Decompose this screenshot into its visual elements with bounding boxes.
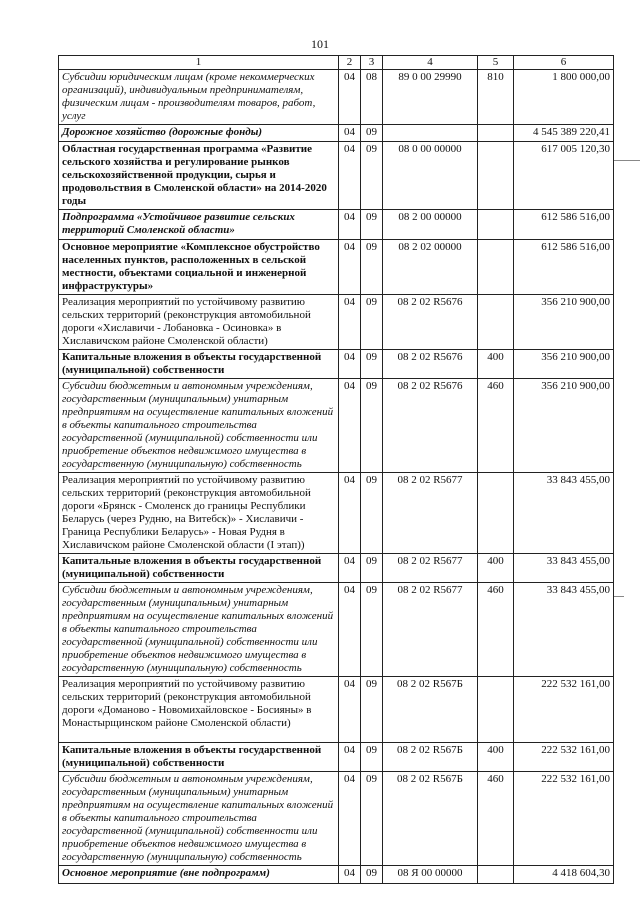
table-row [59,295,614,350]
row-expense-type-cell: 400 [478,743,514,772]
row-amount-cell: 356 210 900,00 [514,379,614,473]
row-section-cell: 04 [339,866,361,884]
row-amount-cell: 222 532 161,00 [514,677,614,743]
row-name-cell: Дорожное хозяйство (дорожные фонды) [59,125,339,142]
row-target-code-cell [383,125,478,142]
row-name-cell: Субсидии юридическим лицам (кроме некоммерческих организаций), индивидуальным предпринимателям, физическим лицам - производителям товаров, работ, услуг [59,70,339,125]
row-target-code-cell: 08 2 02 R5677 [383,473,478,554]
row-amount-cell: 33 843 455,00 [514,583,614,677]
header-cell: 5 [478,56,514,70]
row-amount-cell: 612 586 516,00 [514,210,614,240]
table-row [59,70,614,125]
row-section-cell: 04 [339,677,361,743]
table-header-row [59,56,614,70]
row-section-cell: 04 [339,70,361,125]
row-section-cell: 04 [339,743,361,772]
table-row [59,350,614,379]
row-target-code-cell: 08 2 02 R567Б [383,743,478,772]
row-target-code-cell: 08 2 02 R567Б [383,677,478,743]
row-subsection-cell: 09 [361,142,383,210]
row-amount-cell: 1 800 000,00 [514,70,614,125]
row-name-cell: Подпрограмма «Устойчивое развитие сельских территорий Смоленской области» [59,210,339,240]
row-amount-cell: 4 545 389 220,41 [514,125,614,142]
row-expense-type-cell: 400 [478,554,514,583]
row-expense-type-cell: 460 [478,379,514,473]
row-subsection-cell: 09 [361,743,383,772]
header-cell: 6 [514,56,614,70]
row-name-cell: Реализация мероприятий по устойчивому развитию сельских территорий (реконструкция автомобильной дороги «Доманово - Новомихайловское - Босияны» в Монастырщинском районе Смоленской области) [59,677,339,743]
row-amount-cell: 33 843 455,00 [514,473,614,554]
row-section-cell: 04 [339,379,361,473]
row-expense-type-cell [478,866,514,884]
row-section-cell: 04 [339,210,361,240]
row-subsection-cell: 09 [361,583,383,677]
row-subsection-cell: 09 [361,125,383,142]
row-expense-type-cell [478,677,514,743]
row-name-cell: Капитальные вложения в объекты государственной (муниципальной) собственности [59,554,339,583]
row-name-cell: Основное мероприятие (вне подпрограмм) [59,866,339,884]
table-row [59,379,614,473]
row-name-cell: Субсидии бюджетным и автономным учреждениям, государственным (муниципальным) унитарным предприятиям на осуществление капитальных вложений в объекты капитального строительства государственной (муниципальной) собственности или приобретение объектов недвижимого имущества в государственную (муниципальную) собственность [59,379,339,473]
table-row [59,677,614,743]
page-number: 101 [311,37,329,51]
row-expense-type-cell: 460 [478,583,514,677]
row-expense-type-cell [478,295,514,350]
row-target-code-cell: 08 2 02 R5677 [383,583,478,677]
row-target-code-cell: 08 2 02 R5676 [383,295,478,350]
scan-mark [614,160,640,161]
row-name-cell: Субсидии бюджетным и автономным учреждениям, государственным (муниципальным) унитарным предприятиям на осуществление капитальных вложений в объекты капитального строительства государственной (муниципальной) собственности или приобретение объектов недвижимого имущества в государственную (муниципальную) собственность [59,583,339,677]
row-section-cell: 04 [339,772,361,866]
table-row [59,142,614,210]
table-row [59,554,614,583]
row-target-code-cell: 08 2 02 00000 [383,240,478,295]
row-expense-type-cell [478,142,514,210]
row-target-code-cell: 08 2 02 R5677 [383,554,478,583]
row-target-code-cell: 08 2 00 00000 [383,210,478,240]
row-section-cell: 04 [339,240,361,295]
row-subsection-cell: 09 [361,295,383,350]
row-name-cell: Капитальные вложения в объекты государственной (муниципальной) собственности [59,350,339,379]
row-target-code-cell: 08 0 00 00000 [383,142,478,210]
row-amount-cell: 222 532 161,00 [514,743,614,772]
row-target-code-cell: 08 2 02 R5676 [383,350,478,379]
row-expense-type-cell [478,210,514,240]
row-name-cell: Реализация мероприятий по устойчивому развитию сельских территорий (реконструкция автомобильной дороги «Брянск - Смоленск до границы Республики Беларусь (через Рудню, на Витебск)» - Хиславичи - Граница Республики Беларусь» - Новая Рудня в Хиславичском районе Смоленской области (I этап)) [59,473,339,554]
row-target-code-cell: 08 2 02 R567Б [383,772,478,866]
row-subsection-cell: 09 [361,350,383,379]
row-amount-cell: 356 210 900,00 [514,350,614,379]
header-cell: 4 [383,56,478,70]
row-section-cell: 04 [339,554,361,583]
table-row [59,125,614,142]
table-row [59,210,614,240]
header-cell: 2 [339,56,361,70]
row-section-cell: 04 [339,473,361,554]
row-target-code-cell: 08 2 02 R5676 [383,379,478,473]
table-row [59,473,614,554]
row-subsection-cell: 09 [361,210,383,240]
row-expense-type-cell: 460 [478,772,514,866]
row-amount-cell: 612 586 516,00 [514,240,614,295]
header-cell: 1 [59,56,339,70]
row-amount-cell: 617 005 120,30 [514,142,614,210]
row-section-cell: 04 [339,295,361,350]
scan-mark [614,596,624,597]
row-subsection-cell: 09 [361,554,383,583]
table-row [59,240,614,295]
row-expense-type-cell [478,240,514,295]
row-target-code-cell: 89 0 00 29990 [383,70,478,125]
row-subsection-cell: 09 [361,772,383,866]
table-row [59,583,614,677]
row-expense-type-cell: 400 [478,350,514,379]
table-row [59,743,614,772]
row-name-cell: Основное мероприятие «Комплексное обустройство населенных пунктов, расположенных в сельской местности, объектами социальной и инженерной инфраструктуры» [59,240,339,295]
row-target-code-cell: 08 Я 00 00000 [383,866,478,884]
row-subsection-cell: 09 [361,473,383,554]
header-cell: 3 [361,56,383,70]
table-row [59,866,614,884]
row-amount-cell: 33 843 455,00 [514,554,614,583]
row-subsection-cell: 09 [361,677,383,743]
row-subsection-cell: 08 [361,70,383,125]
row-section-cell: 04 [339,350,361,379]
row-name-cell: Капитальные вложения в объекты государственной (муниципальной) собственности [59,743,339,772]
row-amount-cell: 222 532 161,00 [514,772,614,866]
row-name-cell: Субсидии бюджетным и автономным учреждениям, государственным (муниципальным) унитарным предприятиям на осуществление капитальных вложений в объекты капитального строительства государственной (муниципальной) собственности или приобретение объектов недвижимого имущества в государственную (муниципальную) собственность [59,772,339,866]
row-name-cell: Областная государственная программа «Развитие сельского хозяйства и регулирование рынков сельскохозяйственной продукции, сырья и продовольствия в Смоленской области» на 2014-2020 годы [59,142,339,210]
row-amount-cell: 4 418 604,30 [514,866,614,884]
row-subsection-cell: 09 [361,866,383,884]
row-section-cell: 04 [339,583,361,677]
row-section-cell: 04 [339,125,361,142]
row-expense-type-cell [478,125,514,142]
row-subsection-cell: 09 [361,379,383,473]
row-name-cell: Реализация мероприятий по устойчивому развитию сельских территорий (реконструкция автомобильной дороги «Хиславичи - Лобановка - Осиновка» в Хиславичском районе Смоленской области) [59,295,339,350]
budget-table [58,55,614,884]
row-section-cell: 04 [339,142,361,210]
row-expense-type-cell [478,473,514,554]
table-row [59,772,614,866]
row-subsection-cell: 09 [361,240,383,295]
row-amount-cell: 356 210 900,00 [514,295,614,350]
row-expense-type-cell: 810 [478,70,514,125]
